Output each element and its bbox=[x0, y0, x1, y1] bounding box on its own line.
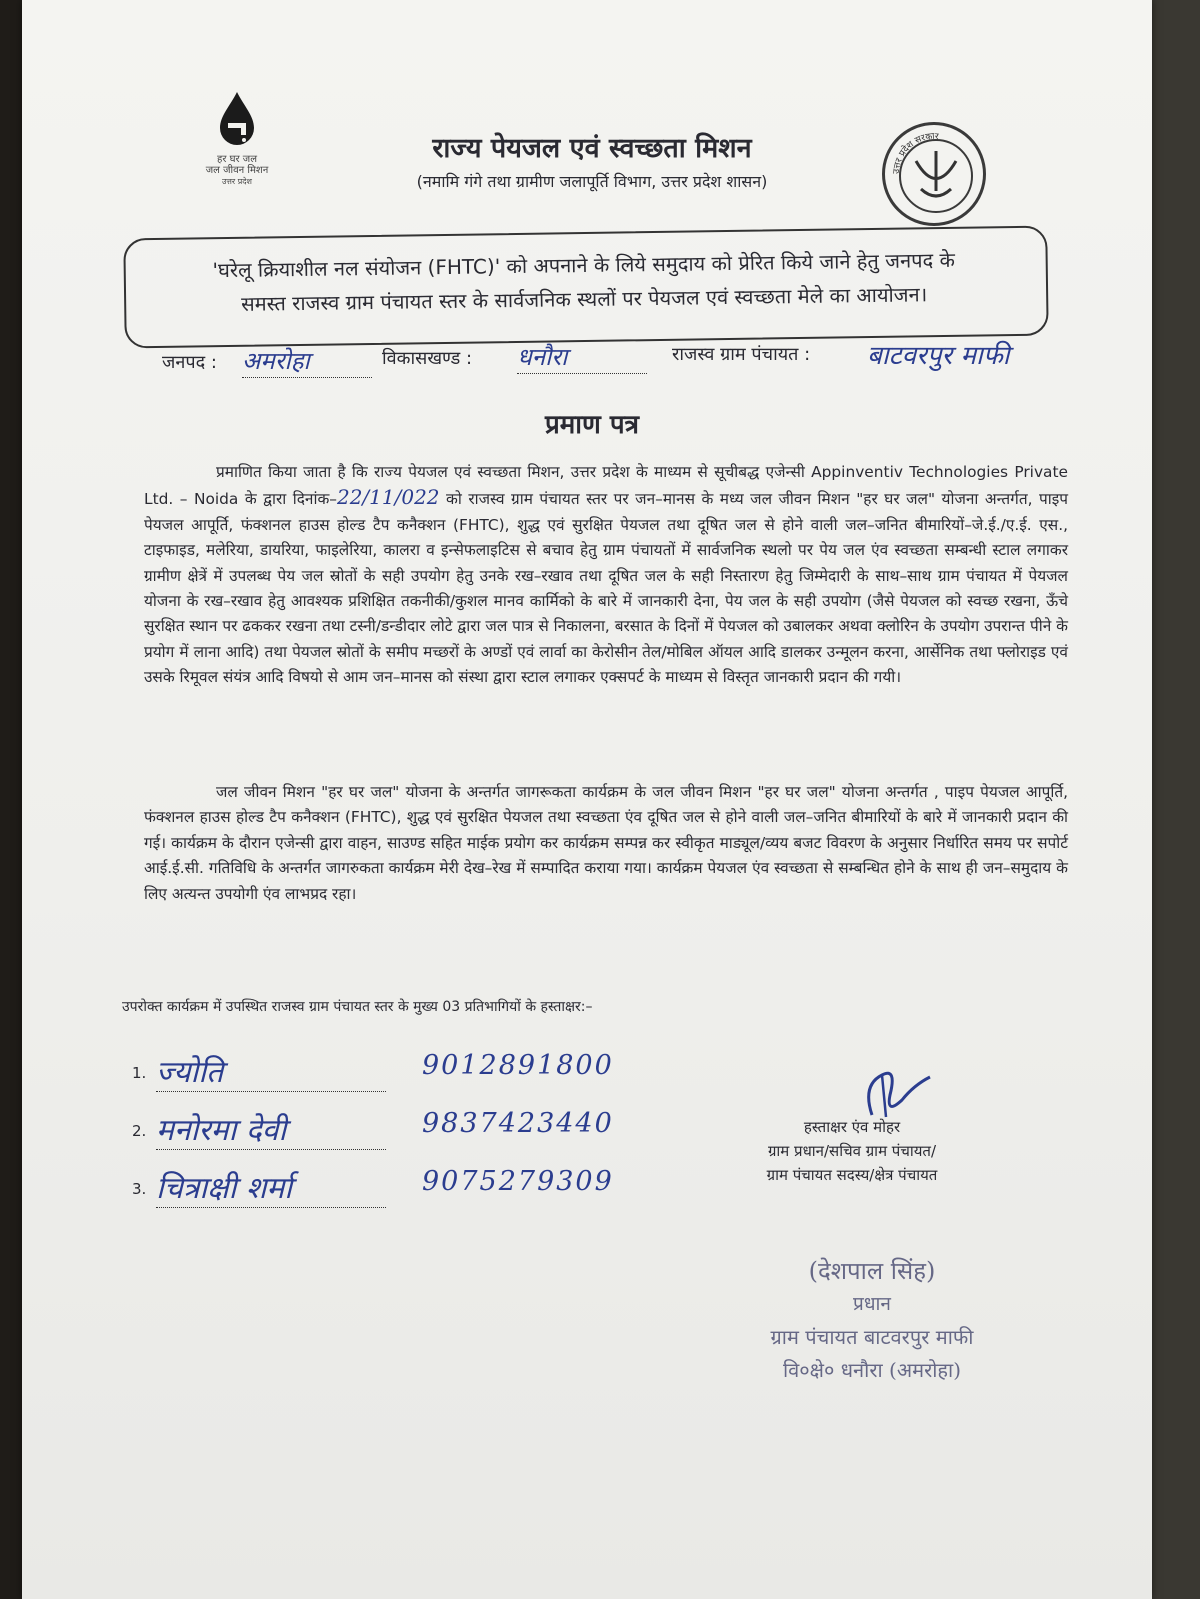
block-value: धनौरा bbox=[517, 340, 647, 374]
participants-intro: उपरोक्त कार्यक्रम में उपस्थित राजस्व ग्राम पंचायत स्तर के मुख्य 03 प्रतिभागियों के हस्ताक्षर:– bbox=[122, 999, 593, 1015]
certificate-paragraph-1 bbox=[144, 460, 1068, 691]
event-date: 22/11/022 bbox=[336, 485, 440, 510]
participant-phone: 9012891800 bbox=[422, 1050, 614, 1081]
certificate-paragraph-2 bbox=[144, 780, 1068, 907]
participant-number: 2. bbox=[132, 1122, 147, 1140]
signatory-line-1: हस्ताक्षर एंव मोहर bbox=[803, 1118, 901, 1136]
para1-part-a: प्रमाणित किया जाता है कि राज्य पेयजल एवं स्वच्छता मिशन, उत्तर प्रदेश के माध्यम से सूचीबद्ध एजेन्सी Appinventiv Technologies Private Ltd. – Noida के द्वारा दिनांक– bbox=[144, 463, 1068, 509]
signatory-line-2: ग्राम प्रधान/सचिव ग्राम पंचायत/ bbox=[767, 1142, 937, 1160]
logo-caption-1: हर घर जल bbox=[217, 154, 257, 165]
svg-text:उत्तर प्रदेश सरकार: उत्तर प्रदेश सरकार bbox=[891, 131, 939, 175]
page-subtitle: (नमामि गंगे तथा ग्रामीण जलापूर्ति विभाग, उत्तर प्रदेश शासन) bbox=[416, 172, 768, 191]
para1-part-b: को राजस्व ग्राम पंचायत स्तर पर जन–मानस के मध्य जल जीवन मिशन "हर घर जल" योजना अन्तर्गत, पाइप पेयजल आपूर्ति, फंक्शनल हाउस होल्ड टैप कनैक्शन (FHTC), शुद्ध एवं सुरक्षित पेयजल तथा दूषित जल से होने वाली जल–जनित बीमारियों–जे.ई./ए.ई. एस., टाइफाइड, मलेरिया, डायरिया, फाइलेरिया, कालरा व इन्सेफलाइटिस से बचाव हेतु ग्राम पंचायतों में सार्वजनिक स्थलो पर पेय जल एंव स्वच्छता सम्बन्धी स्टाल लगाकर ग्रामीण क्षेत्रें में उपलब्ध पेय जल स्रोतों के सही उपयोग हेतु उनके रख–रखाव तथा दूषित जल के सही निस्तारण हेतु जिम्मेदारी के साथ–साथ ग्राम पंचायत में पेयजल योजना के रख–रखाव हेतु आवश्यक प्रशिक्षित तकनीकी/कुशल मानव कार्मिको के बारे में जानकारी देना, पेय जल के सही उपयोग (जैसे पेयजल को स्वच्छ रखना, ऊँचे सुरक्षित स्थान पर ढककर रखना तथा टस्नी/डन्डीदार लोटे द्वारा जल पात्र से निकालना, बरसात के दिनों में पेयजल को उबालकर अथवा क्लोरिन के उपयोग उपरान्त पीने के प्रयोग में लाना आदि) तथा पेयजल स्रोतों के समीप मच्छरों के अण्डों एवं लार्वा का केरोसीन तेल/मोबिल ऑयल आदि डालकर उन्मूलन करना, आर्सेनिक तथा फ्लोराइड एवं उसके रिमूवल संयंत्र आदि विषयो से आम जन–मानस को संस्था द्वारा स्टाल लगाकर एक्सपर्ट के माध्यम से विस्तृत जानकारी प्रदान की गयी। bbox=[144, 490, 1068, 687]
participant-phone: 9075279309 bbox=[422, 1166, 614, 1197]
page-title: राज्य पेयजल एवं स्वच्छता मिशन bbox=[432, 133, 752, 164]
certificate-paper bbox=[22, 0, 1152, 1599]
stamp-panchayat: ग्राम पंचायत बाटवरपुर माफी bbox=[770, 1325, 974, 1349]
participant-number: 1. bbox=[132, 1064, 147, 1082]
event-banner bbox=[123, 226, 1048, 349]
para2-text: जल जीवन मिशन "हर घर जल" योजना के अन्तर्गत जागरूकता कार्यक्रम के जल जीवन मिशन "हर घर जल" योजना अन्तर्गत , पाइप पेयजल आपूर्ति, फंक्शनल हाउस होल्ड टैप कनैक्शन (FHTC), शुद्ध एवं सुरक्षित पेयजल तथा स्वच्छता एंव दूषित जल से होने वाली जल–जनित बीमारियों के बारे में जानकारी प्रदान की गई। कार्यक्रम के दौरान एजेन्सी द्वारा वाहन, साउण्ड सहित माईक प्रयोग कर कार्यक्रम सम्पन्न कर स्वीकृत माड्यूल/व्यय बजट विवरण के अनुसार निर्धारित समय पर सपोर्ट आई.ई.सी. गतिविधि के अन्तर्गत जागरुकता कार्यक्रम मेरी देख–रेख में सम्पादित कराया गया। कार्यक्रम पेयजल एंव स्वच्छता से सम्बन्धित होने के साथ ही जन–समुदाय के लिए अत्यन्त उपयोगी एंव लाभप्रद रहा। bbox=[144, 783, 1068, 903]
panchayat-value: बाटवरपुर माफी bbox=[867, 341, 1010, 371]
participant-signature: मनोरमा देवी bbox=[156, 1108, 386, 1150]
banner-text bbox=[143, 242, 1024, 322]
participant-phone: 9837423440 bbox=[422, 1108, 614, 1139]
panchayat-label: राजस्व ग्राम पंचायत : bbox=[672, 344, 811, 365]
water-drop-icon bbox=[192, 90, 282, 150]
stamp-name: (देशपाल सिंह) bbox=[808, 1257, 936, 1285]
pradhan-stamp bbox=[732, 1255, 1012, 1387]
logo-caption-3: उत्तर प्रदेश bbox=[222, 177, 252, 186]
logo-caption-2: जल जीवन मिशन bbox=[205, 165, 269, 176]
district-label: जनपद : bbox=[162, 352, 217, 373]
banner-line-2: समस्त राजस्व ग्राम पंचायत स्तर के सार्वजनिक स्थलों पर पेयजल एवं स्वच्छता मेले का आयोजन। bbox=[240, 282, 928, 316]
seal-text bbox=[885, 125, 983, 223]
participant-signature: चित्राक्षी शर्मा bbox=[156, 1166, 386, 1208]
signatory-block bbox=[722, 1115, 982, 1187]
har-ghar-jal-logo bbox=[192, 90, 282, 187]
banner-line-1: 'घरेलू क्रियाशील नल संयोजन (FHTC)' को अपनाने के लिये समुदाय को प्रेरित किये जाने हेतु जनपद के bbox=[212, 247, 956, 283]
up-government-seal bbox=[882, 122, 986, 226]
signatory-line-3: ग्राम पंचायत सदस्य/क्षेत्र पंचायत bbox=[766, 1166, 938, 1184]
participant-number: 3. bbox=[132, 1180, 147, 1198]
stamp-block: वि०क्षे० धनौरा (अमरोहा) bbox=[782, 1358, 962, 1382]
certificate-title: प्रमाण पत्र bbox=[544, 410, 640, 440]
block-label: विकासखण्ड : bbox=[382, 348, 473, 369]
stamp-role: प्रधान bbox=[853, 1293, 891, 1315]
location-row bbox=[162, 341, 1102, 390]
participant-signature: ज्योति bbox=[156, 1050, 386, 1092]
district-value: अमरोहा bbox=[242, 344, 372, 378]
